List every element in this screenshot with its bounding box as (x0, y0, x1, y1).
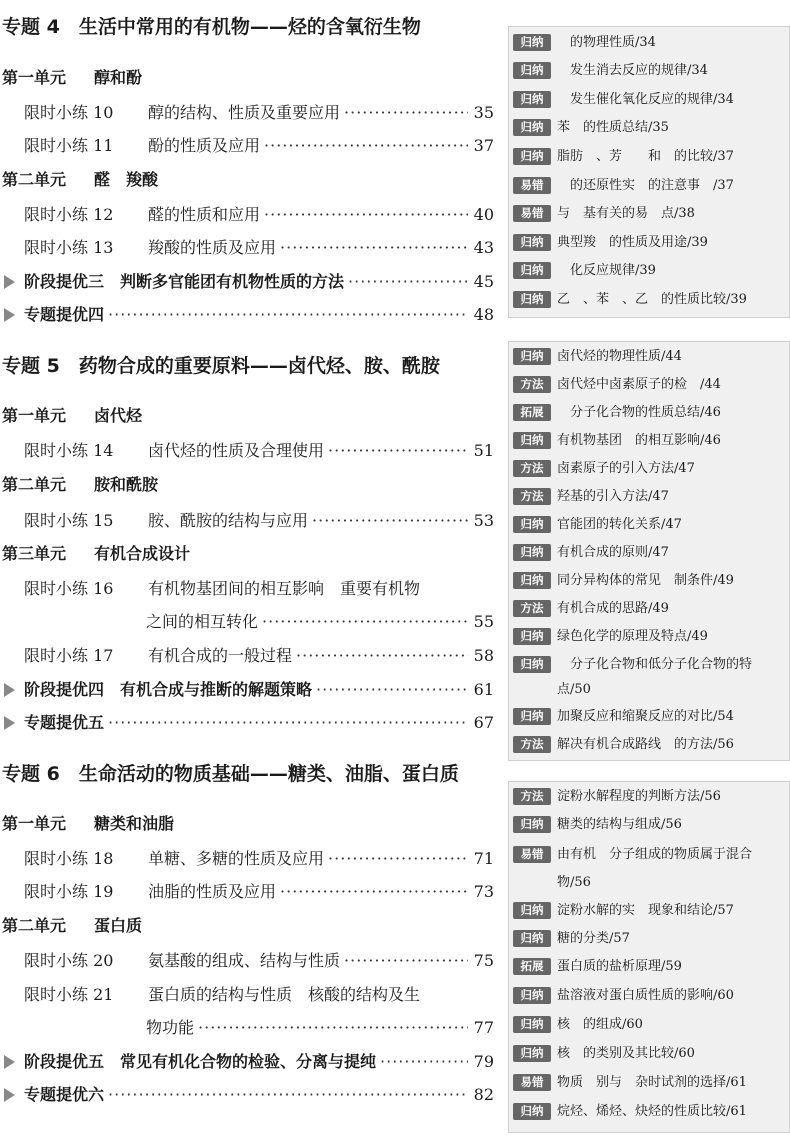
sidebar-item: 归纳 发生消去反应的规律/34 (509, 61, 790, 81)
tag-badge: 归纳 (513, 544, 551, 561)
sidebar-item: 方法 淀粉水解程度的判断方法/56 (509, 787, 790, 807)
tag-badge: 归纳 (513, 708, 551, 725)
page-number: 79 (473, 1052, 494, 1071)
sidebar-item: 归纳 官能团的转化关系/47 (509, 515, 790, 535)
page-number: 37 (473, 136, 494, 155)
sidebar-item: 方法 解决有机合成路线 的方法/56 (509, 735, 790, 755)
sidebar-item: 归纳 化反应规律/39 (509, 261, 790, 281)
page-number (420, 576, 442, 602)
triangle-icon (4, 308, 15, 322)
toc-entry[interactable]: 限时小练 19 油脂的性质及应用 ····· 73 (24, 879, 494, 905)
page-number: 75 (473, 951, 494, 970)
triangle-icon (4, 1088, 15, 1102)
tag-badge: 归纳 (513, 930, 551, 947)
unit-heading: 第二单元 醛 羧酸 (2, 170, 159, 189)
sidebar-item: 归纳 有机合成的原则/47 (509, 543, 790, 563)
page-number: 48 (473, 305, 494, 324)
tag-badge: 方法 (513, 788, 551, 805)
tag-badge: 归纳 (513, 516, 551, 533)
tag-badge: 归纳 (513, 91, 551, 108)
triangle-icon (4, 1055, 15, 1069)
unit-heading: 第二单元 蛋白质 (2, 916, 143, 935)
triangle-icon (4, 683, 15, 697)
triangle-icon (4, 716, 15, 730)
section-title: 专题 6 生命活动的物质基础——糖类、油脂、蛋白质 (2, 763, 459, 785)
sidebar-item: 归纳 糖的分类/57 (509, 929, 790, 949)
tag-badge: 易错 (513, 205, 551, 222)
tag-badge: 拓展 (513, 958, 551, 975)
toc-entry[interactable]: 限时小练 11 酚的性质及应用 ····· 37 (24, 133, 494, 159)
toc-entry[interactable]: 限时小练 16 有机物基团间的相互影响 重要有机物 (24, 576, 494, 602)
sidebar-item: 归纳 苯 的性质总结/35 (509, 118, 790, 138)
section-title: 专题 4 生活中常用的有机物——烃的含氧衍生物 (2, 16, 421, 38)
sidebar-item: 方法 卤代烃中卤素原子的检 /44 (509, 375, 790, 395)
sidebar-item: 归纳 乙 、苯 、乙 的性质比较/39 (509, 290, 790, 310)
sidebar-item: 归纳 卤代烃的物理性质/44 (509, 347, 790, 367)
toc-entry[interactable]: 限时小练 13 羧酸的性质及应用 ····· 43 (24, 235, 494, 261)
tag-badge: 易错 (513, 1074, 551, 1091)
tag-badge: 归纳 (513, 628, 551, 645)
sidebar-item: 归纳 淀粉水解的实 现象和结论/57 (509, 901, 790, 921)
tag-badge: 归纳 (513, 902, 551, 919)
toc-entry[interactable]: 限时小练 17 有机合成的一般过程 ····· 58 (24, 643, 494, 669)
page-number: 43 (473, 238, 494, 257)
tag-badge: 归纳 (513, 432, 551, 449)
page-number: 53 (473, 511, 494, 530)
sidebar-item: 归纳 分子化合物和低分子化合物的特 (509, 655, 790, 675)
tag-badge: 易错 (513, 177, 551, 194)
special-entry[interactable]: 专题提优四 ····· 48 (4, 302, 494, 328)
tag-badge: 方法 (513, 488, 551, 505)
sidebar-item: 归纳 脂肪 、芳 和 的比较/37 (509, 147, 790, 167)
toc-entry[interactable]: 限时小练 10 醇的结构、性质及重要应用 ····· 35 (24, 100, 494, 126)
page-number: 73 (473, 882, 494, 901)
tag-badge: 归纳 (513, 234, 551, 251)
sidebar-item-continued: 点/50 (557, 682, 591, 697)
tag-badge: 归纳 (513, 119, 551, 136)
sidebar-item: 归纳 核 的组成/60 (509, 1015, 790, 1035)
unit-heading: 第二单元 胺和酰胺 (2, 475, 159, 494)
tag-badge: 归纳 (513, 62, 551, 79)
special-entry[interactable]: 阶段提优四 有机合成与推断的解题策略 ····· 61 (4, 677, 494, 703)
sidebar-item: 易错 物质 别与 杂时试剂的选择/61 (509, 1073, 790, 1093)
page-number: 58 (473, 646, 494, 665)
sidebar-item: 方法 卤素原子的引入方法/47 (509, 459, 790, 479)
sidebar-item: 拓展 分子化合物的性质总结/46 (509, 403, 790, 423)
section-title: 专题 5 药物合成的重要原料——卤代烃、胺、酰胺 (2, 355, 440, 377)
toc-entry[interactable]: 限时小练 15 胺、酰胺的结构与应用 ····· 53 (24, 508, 494, 534)
page-number: 55 (473, 612, 494, 631)
sidebar-item: 方法 有机合成的思路/49 (509, 599, 790, 619)
sidebar-item: 易错 的还原性实 的注意事 /37 (509, 176, 790, 196)
tag-badge: 归纳 (513, 572, 551, 589)
special-entry[interactable]: 专题提优六 ····· 82 (4, 1082, 494, 1108)
sidebar-item: 归纳 典型羧 的性质及用途/39 (509, 233, 790, 253)
tag-badge: 拓展 (513, 404, 551, 421)
sidebar-item: 易错 与 基有关的易 点/38 (509, 204, 790, 224)
unit-heading: 第一单元 糖类和油脂 (2, 814, 175, 833)
page-number: 71 (473, 849, 494, 868)
toc-entry-continued[interactable]: 之间的相互转化 ····· 55 (146, 609, 494, 635)
page-number: 51 (473, 441, 494, 460)
sidebar-item: 归纳 有机物基团 的相互影响/46 (509, 431, 790, 451)
sidebar-item: 归纳 糖类的结构与组成/56 (509, 815, 790, 835)
toc-entry[interactable]: 限时小练 12 醛的性质和应用 ····· 40 (24, 202, 494, 228)
page-number: 82 (473, 1085, 494, 1104)
sidebar-item: 归纳 加聚反应和缩聚反应的对比/54 (509, 707, 790, 727)
toc-entry[interactable]: 限时小练 21 蛋白质的结构与性质 核酸的结构及生 (24, 982, 494, 1008)
tag-badge: 易错 (513, 846, 551, 863)
page-number: 77 (473, 1018, 494, 1037)
tag-badge: 方法 (513, 600, 551, 617)
special-entry[interactable]: 阶段提优五 常见有机化合物的检验、分离与提纯 ····· 79 (4, 1049, 494, 1075)
tag-badge: 归纳 (513, 1103, 551, 1120)
toc-entry[interactable]: 限时小练 18 单糖、多糖的性质及应用 ····· 71 (24, 846, 494, 872)
tag-badge: 归纳 (513, 291, 551, 308)
unit-heading: 第三单元 有机合成设计 (2, 544, 191, 563)
page-number: 35 (473, 103, 494, 122)
unit-heading: 第一单元 卤代烃 (2, 406, 143, 425)
special-entry[interactable]: 专题提优五 ····· 67 (4, 710, 494, 736)
tag-badge: 归纳 (513, 348, 551, 365)
toc-entry[interactable]: 限时小练 14 卤代烃的性质及合理使用 ····· 51 (24, 438, 494, 464)
toc-entry-continued[interactable]: 物功能 ····· 77 (146, 1015, 494, 1041)
sidebar-item: 归纳 核 的类别及其比较/60 (509, 1044, 790, 1064)
unit-heading: 第一单元 醇和酚 (2, 68, 143, 87)
sidebar-item: 归纳 盐溶液对蛋白质性质的影响/60 (509, 986, 790, 1006)
sidebar-item: 归纳 烷烃、烯烃、炔烃的性质比较/61 (509, 1102, 790, 1122)
tag-badge: 归纳 (513, 34, 551, 51)
sidebar-item: 归纳 同分异构体的常见 制条件/49 (509, 571, 790, 591)
tag-badge: 归纳 (513, 1045, 551, 1062)
sidebar-item-continued: 物/56 (557, 875, 591, 890)
tag-badge: 方法 (513, 460, 551, 477)
toc-entry[interactable]: 限时小练 20 氨基酸的组成、结构与性质 ····· 75 (24, 948, 494, 974)
tag-badge: 归纳 (513, 262, 551, 279)
tag-badge: 方法 (513, 736, 551, 753)
page-number: 45 (473, 272, 494, 291)
sidebar-item: 归纳 发生催化氧化反应的规律/34 (509, 90, 790, 110)
tag-badge: 方法 (513, 376, 551, 393)
tag-badge: 归纳 (513, 816, 551, 833)
tag-badge: 归纳 (513, 987, 551, 1004)
tag-badge: 归纳 (513, 148, 551, 165)
sidebar-item: 拓展 蛋白质的盐析原理/59 (509, 957, 790, 977)
page-number: 40 (473, 205, 494, 224)
sidebar-item: 方法 羟基的引入方法/47 (509, 487, 790, 507)
page-number: 61 (473, 680, 494, 699)
sidebar-item: 归纳 的物理性质/34 (509, 33, 790, 53)
tag-badge: 归纳 (513, 656, 551, 673)
page-number (420, 982, 442, 1008)
special-entry[interactable]: 阶段提优三 判断多官能团有机物性质的方法 ····· 45 (4, 269, 494, 295)
sidebar-item: 易错 由有机 分子组成的物质属于混合 (509, 845, 790, 865)
tag-badge: 归纳 (513, 1016, 551, 1033)
sidebar-item: 归纳 绿色化学的原理及特点/49 (509, 627, 790, 647)
page-number: 67 (473, 713, 494, 732)
triangle-icon (4, 275, 15, 289)
